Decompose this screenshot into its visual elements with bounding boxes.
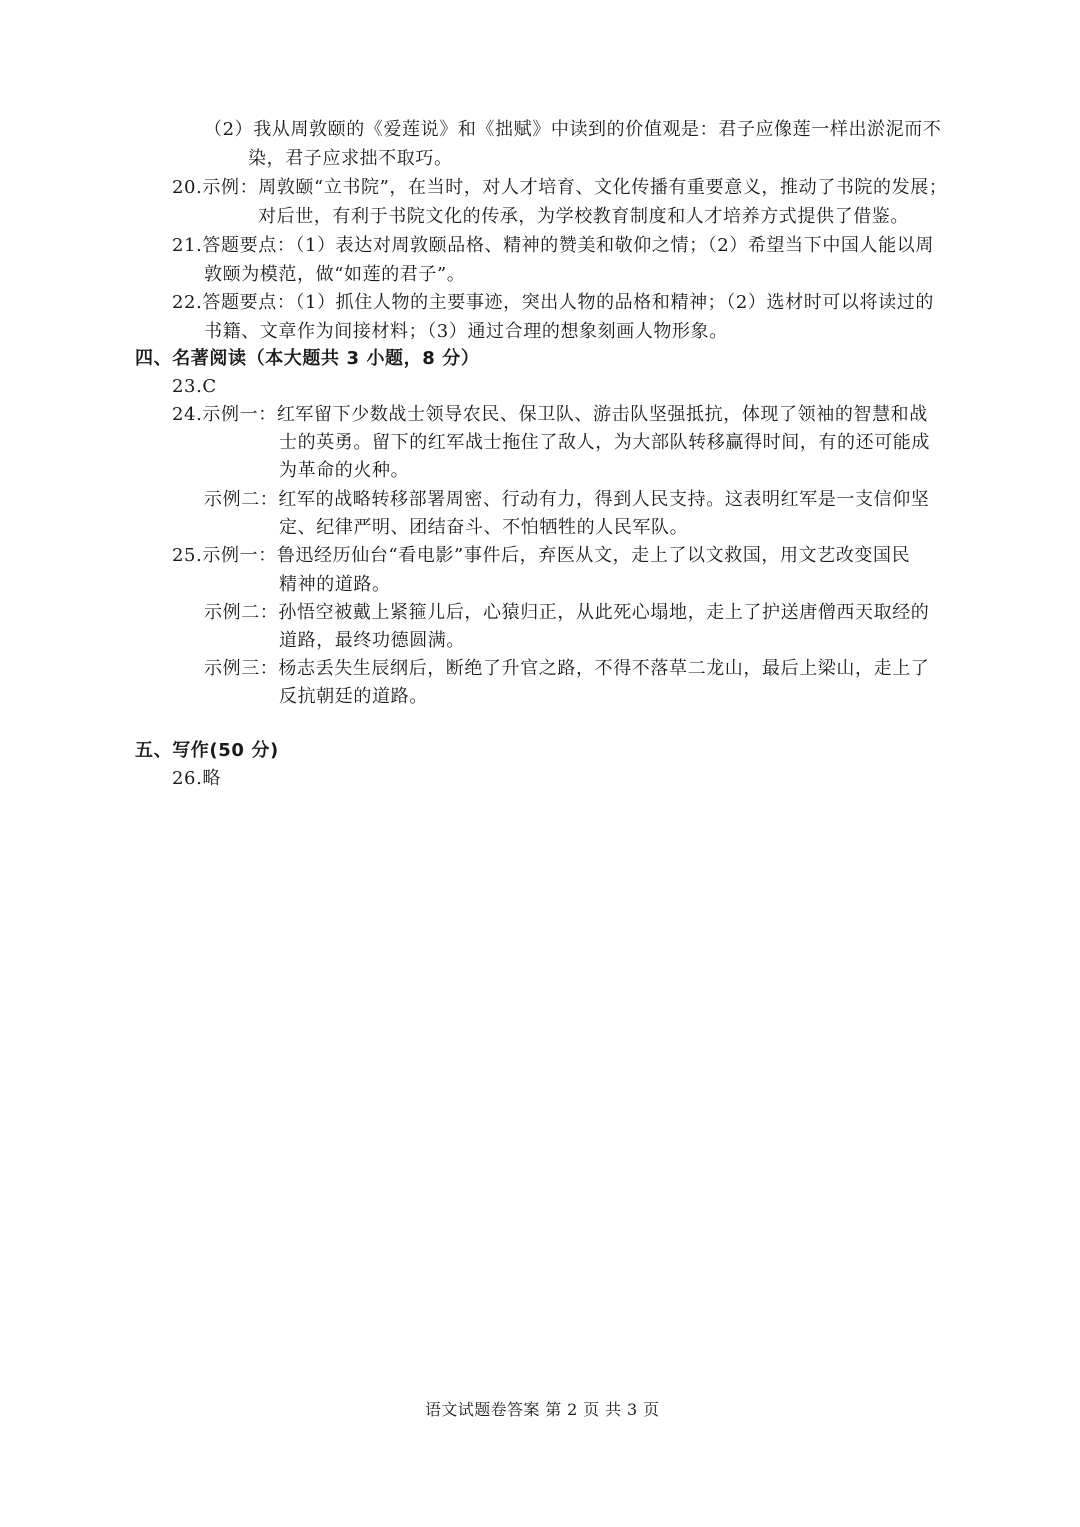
q24-example-1-line-3: 为革命的火种。 <box>279 460 410 481</box>
q24-example-2-line-1: 示例二：红军的战略转移部署周密、行动有力，得到人民支持。这表明红军是一支信仰坚 <box>204 489 930 510</box>
q20-line-1: 20.示例：周敦颐“立书院”，在当时，对人才培育、文化传播有重要意义，推动了书院的发展； <box>172 177 948 198</box>
q25-example-1-line-2: 精神的道路。 <box>279 574 391 595</box>
q26-answer: 26.略 <box>172 768 222 789</box>
q22-line-1: 22.答题要点：（1）抓住人物的主要事迹，突出人物的品格和精神；（2）选材时可以将读过的 <box>172 292 934 313</box>
q19-2-line-2: 染，君子应求拙不取巧。 <box>248 148 453 169</box>
q24-example-1-line-1: 24.示例一：红军留下少数战士领导农民、保卫队、游击队坚强抵抗，体现了领袖的智慧和战 <box>172 404 928 425</box>
section-5-title: 五、写作(50 分) <box>135 740 279 761</box>
q25-example-2-line-2: 道路，最终功德圆满。 <box>279 630 465 651</box>
q23-answer: 23.C <box>172 376 217 397</box>
q25-example-3-line-2: 反抗朝廷的道路。 <box>279 686 428 707</box>
q20-line-2: 对后世，有利于书院文化的传承，为学校教育制度和人才培养方式提供了借鉴。 <box>258 206 909 227</box>
q25-example-1-line-1: 25.示例一：鲁迅经历仙台“看电影”事件后，弃医从文，走上了以文救国，用文艺改变国民 <box>172 545 911 566</box>
q25-example-2-line-1: 示例二：孙悟空被戴上紧箍儿后，心猿归正，从此死心塌地，走上了护送唐僧西天取经的 <box>204 602 930 623</box>
q22-line-2: 书籍、文章作为间接材料；（3）通过合理的想象刻画人物形象。 <box>204 321 728 342</box>
q25-example-3-line-1: 示例三：杨志丢失生辰纲后，断绝了升官之路，不得不落草二龙山，最后上梁山，走上了 <box>204 658 930 679</box>
q24-example-2-line-2: 定、纪律严明、团结奋斗、不怕牺牲的人民军队。 <box>279 517 689 538</box>
q24-example-1-line-2: 士的英勇。留下的红军战士拖住了敌人，为大部队转移赢得时间，有的还可能成 <box>279 432 930 453</box>
q21-line-2: 敦颐为模范，做“如莲的君子”。 <box>204 264 466 285</box>
q19-2-line-1: （2）我从周敦颐的《爱莲说》和《拙赋》中读到的价值观是：君子应像莲一样出淤泥而不 <box>204 119 942 140</box>
page-footer: 语文试题卷答案 第 2 页 共 3 页 <box>425 1400 660 1419</box>
q21-line-1: 21.答题要点：（1）表达对周敦颐品格、精神的赞美和敬仰之情；（2）希望当下中国人能以周 <box>172 235 934 256</box>
section-4-title: 四、名著阅读（本大题共 3 小题，8 分） <box>135 348 480 369</box>
